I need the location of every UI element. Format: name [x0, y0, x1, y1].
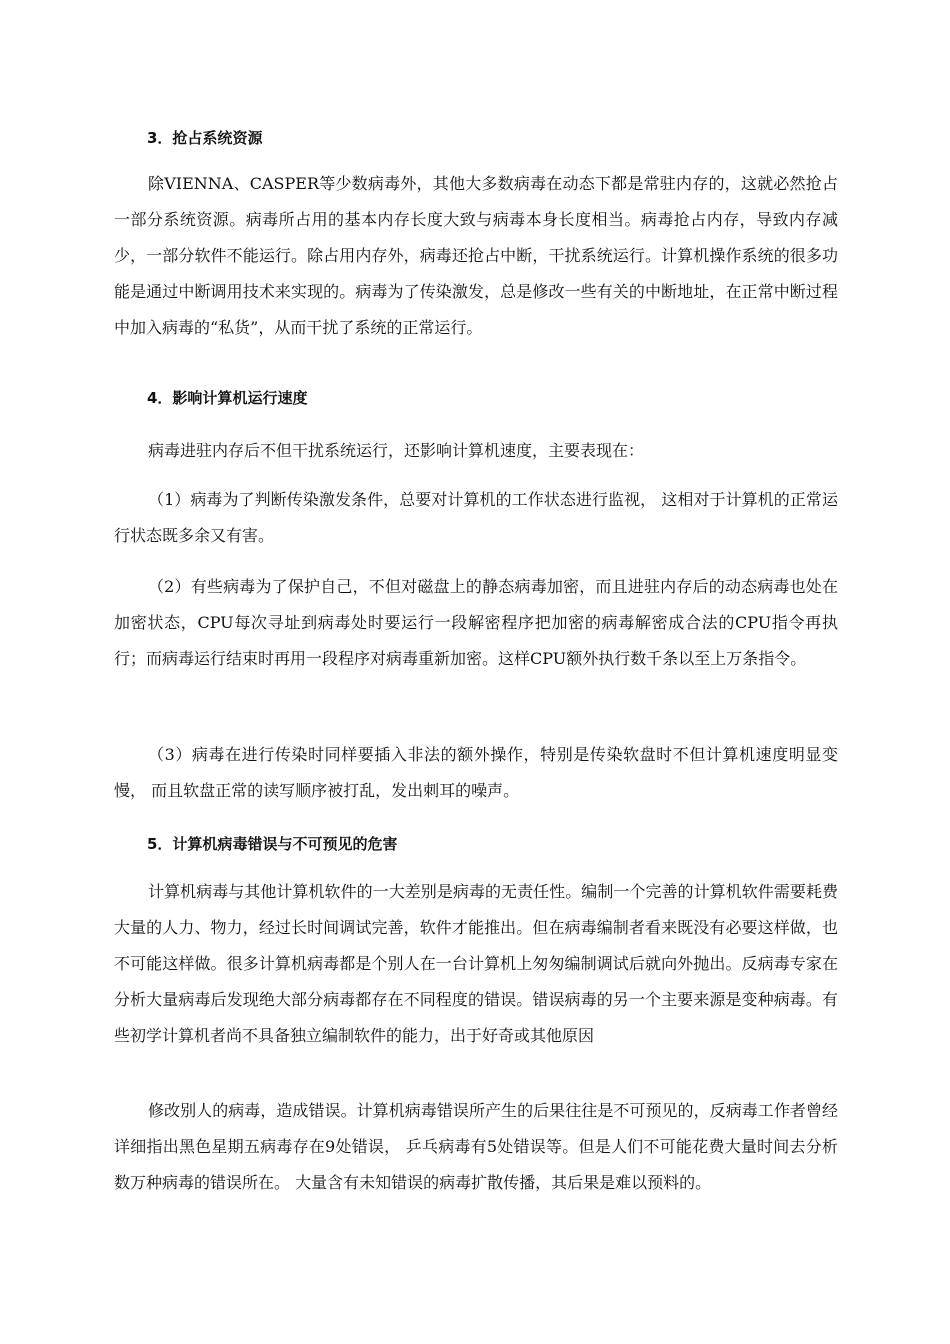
paragraph-4-intro: 病毒进驻内存后不但干扰系统运行，还影响计算机速度，主要表现在：: [148, 441, 645, 460]
paragraph-5-1: 计算机病毒与其他计算机软件的一大差别是病毒的无责任性。编制一个完善的计算机软件需要耗费大量的人力、物力，经过长时间调试完善，软件才能推出。但在病毒编制者看来既没有必要这样做，也不可能这样做。很多计算机病毒都是个别人在一台计算机上匆匆编制调试后就向外抛出。反病毒专家在分析大量病毒后发现绝大部分病毒都存在不同程度的错误。错误病毒的另一个主要来源是变种病毒。有些初学计算机者尚不具备独立编制软件的能力，出于好奇或其他原因: [114, 882, 838, 1045]
paragraph-4-item-1: （1）病毒为了判断传染激发条件，总要对计算机的工作状态进行监视， 这相对于计算机的正常运行状态既多余又有害。: [114, 490, 838, 545]
section-heading-4: 4．影响计算机运行速度: [147, 389, 308, 407]
paragraph-5-2: 修改别人的病毒，造成错误。计算机病毒错误所产生的后果往往是不可预见的，反病毒工作者曾经详细指出黑色星期五病毒存在9处错误， 乒乓病毒有5处错误等。但是人们不可能花费大量时间去分析数万种病毒的错误所在。 大量含有未知错误的病毒扩散传播，其后果是难以预料的。: [114, 1101, 838, 1192]
section-heading-5: 5．计算机病毒错误与不可预见的危害: [147, 835, 398, 853]
paragraph-4-item-3: （3）病毒在进行传染时同样要插入非法的额外操作，特别是传染软盘时不但计算机速度明显变慢， 而且软盘正常的读写顺序被打乱，发出刺耳的噪声。: [114, 745, 838, 800]
paragraph-3-1: 除VIENNA、CASPER等少数病毒外，其他大多数病毒在动态下都是常驻内存的，这就必然抢占一部分系统资源。病毒所占用的基本内存长度大致与病毒本身长度相当。病毒抢占内存，导致内存减少，一部分软件不能运行。除占用内存外，病毒还抢占中断，干扰系统运行。计算机操作系统的很多功能是通过中断调用技术来实现的。病毒为了传染激发，总是修改一些有关的中断地址，在正常中断过程中加入病毒的“私货”，从而干扰了系统的正常运行。: [114, 174, 838, 337]
paragraph-4-item-2: （2）有些病毒为了保护自己，不但对磁盘上的静态病毒加密，而且进驻内存后的动态病毒也处在加密状态，CPU每次寻址到病毒处时要运行一段解密程序把加密的病毒解密成合法的CPU指令再执行；而病毒运行结束时再用一段程序对病毒重新加密。这样CPU额外执行数千条以至上万条指令。: [114, 577, 838, 668]
section-heading-3: 3．抢占系统资源: [147, 129, 263, 147]
